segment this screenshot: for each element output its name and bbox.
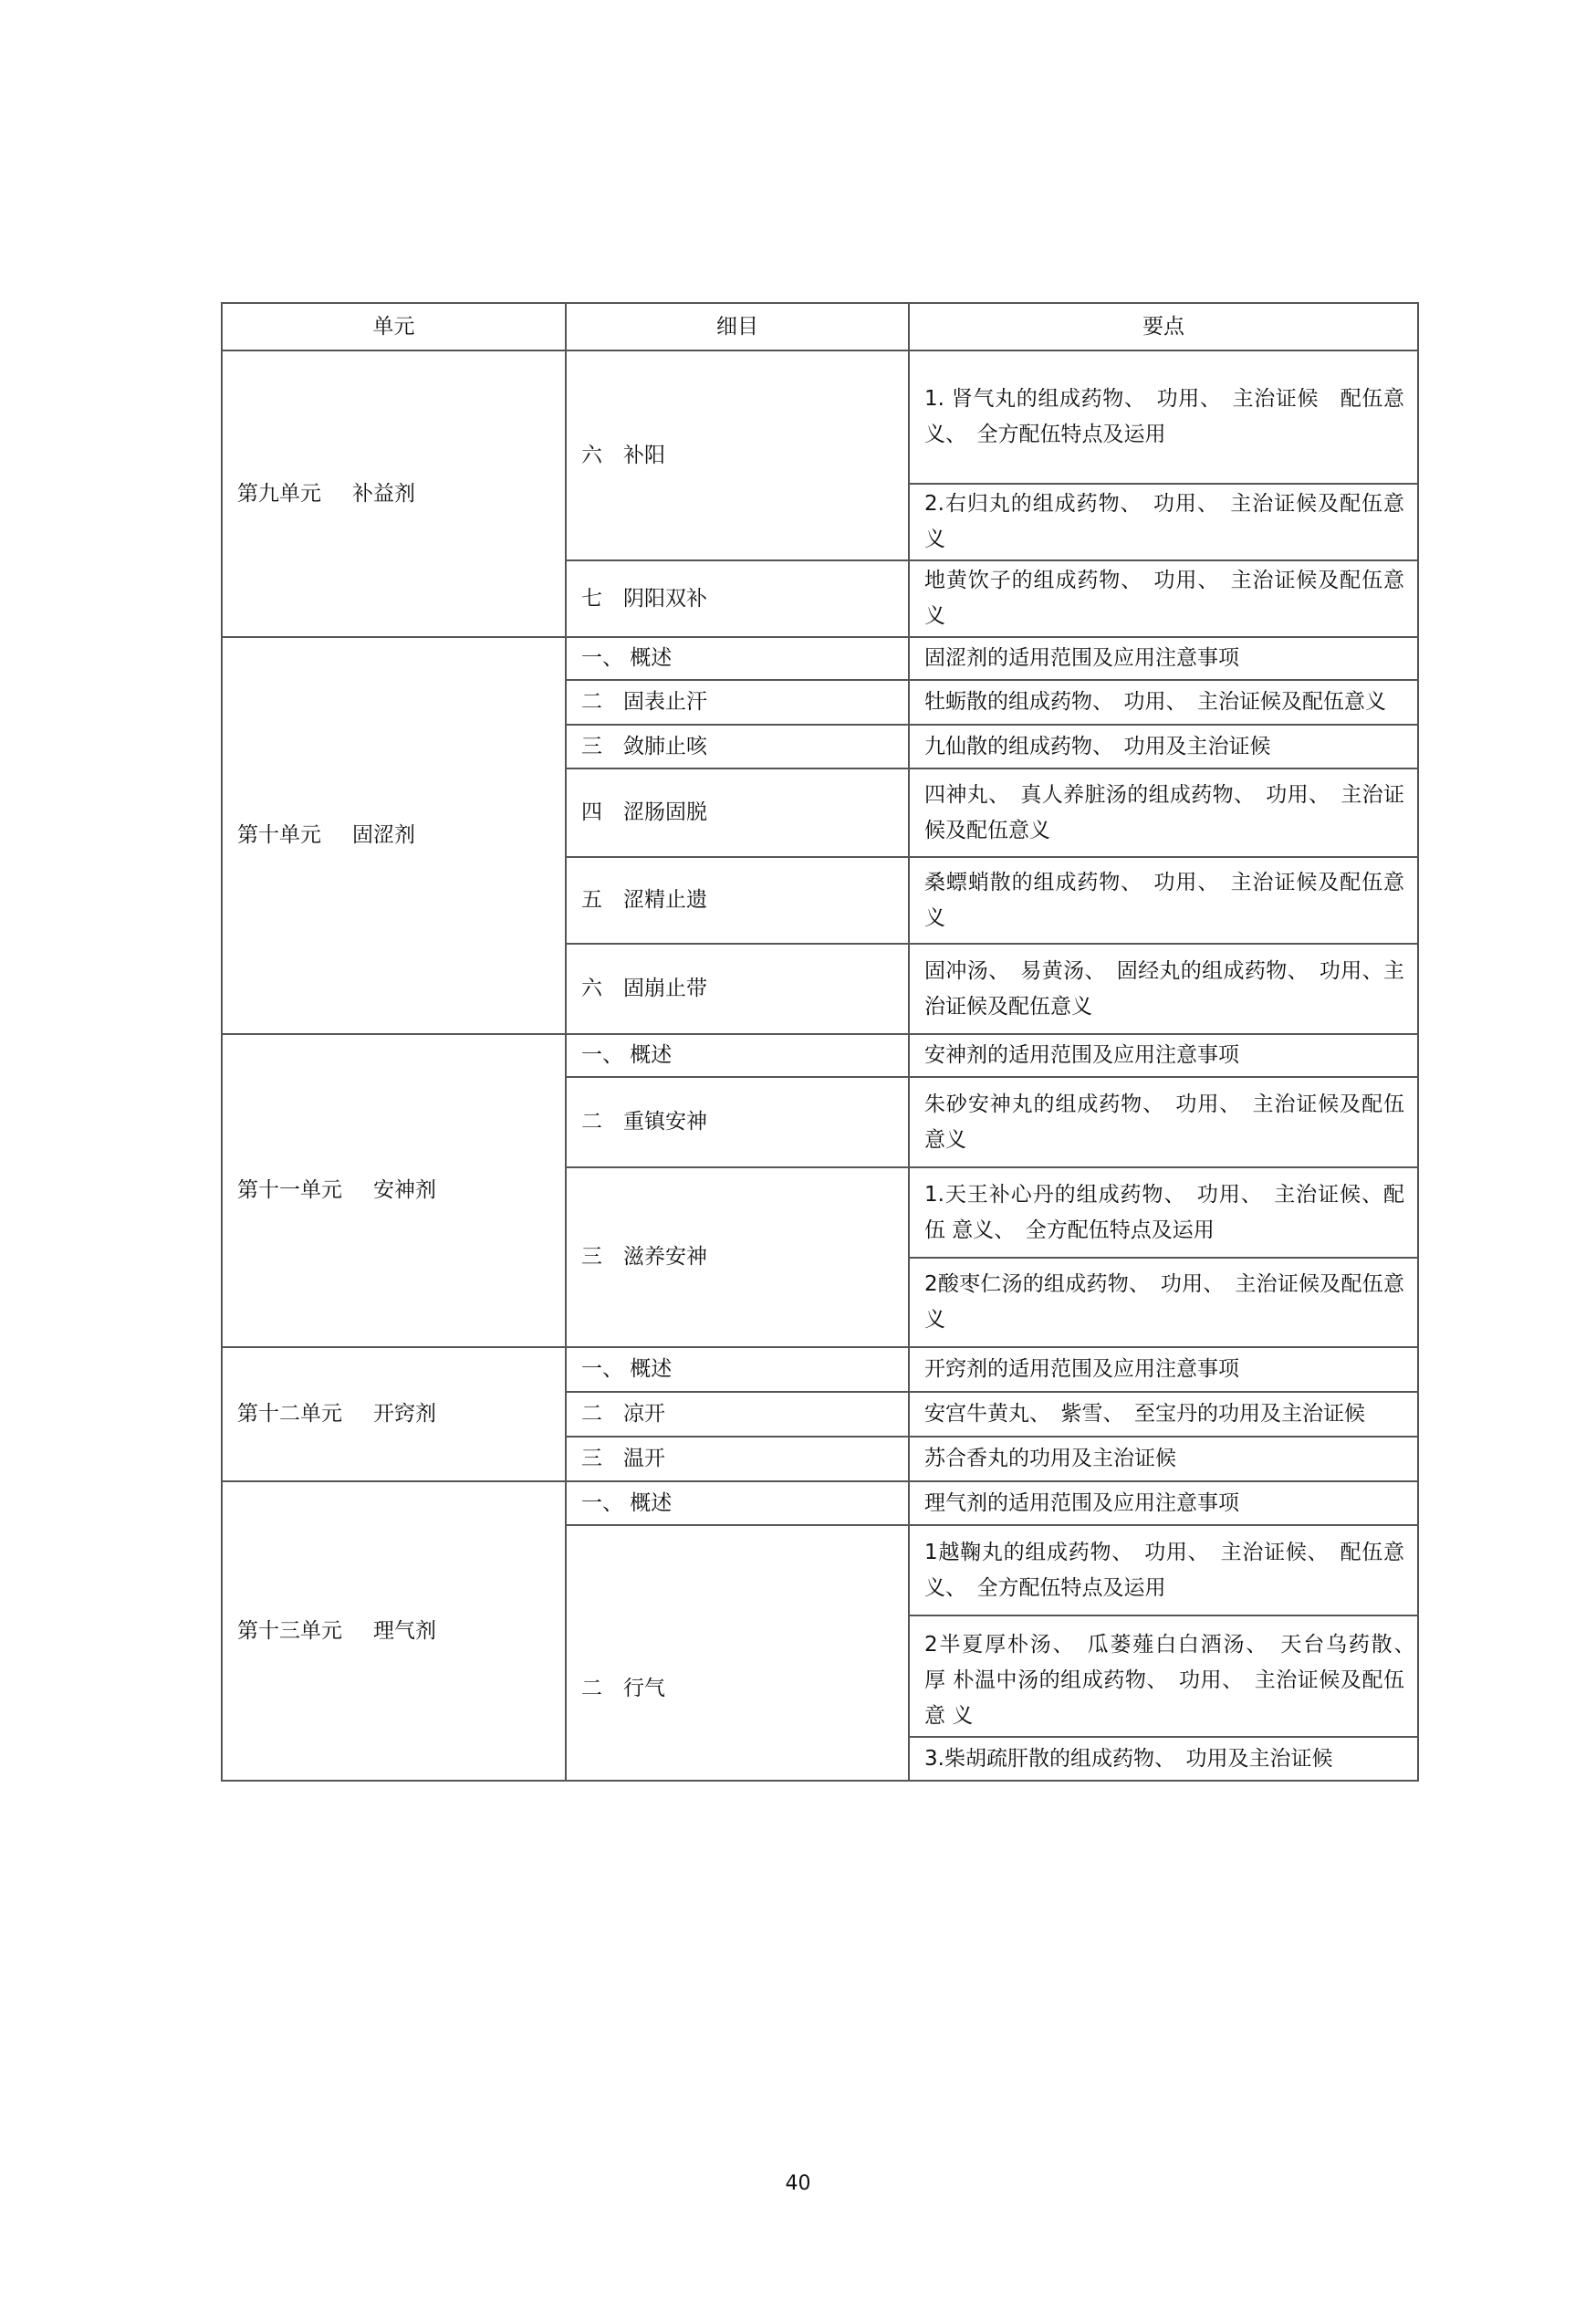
point-cell: 安神剂的适用范围及应用注意事项	[909, 1034, 1418, 1077]
item-cell: 二 行气	[566, 1525, 909, 1781]
unit-topic: 补益剂	[352, 481, 415, 506]
point-cell: 2半夏厚朴汤、 瓜蒌薤白白酒汤、 天台乌药散、 厚 朴温中汤的组成药物、 功用、 主治证候及配伍意 义	[909, 1615, 1418, 1737]
point-cell: 四神丸、 真人养脏汤的组成药物、 功用、 主治证候及配伍意义	[909, 768, 1418, 857]
point-cell: 2酸枣仁汤的组成药物、 功用、 主治证候及配伍意义	[909, 1258, 1418, 1347]
point-cell: 理气剂的适用范围及应用注意事项	[909, 1481, 1418, 1525]
point-cell: 1. 肾气丸的组成药物、 功用、 主治证候 配伍意义、 全方配伍特点及运用	[909, 350, 1418, 484]
unit-topic: 固涩剂	[352, 823, 415, 847]
unit-cell	[222, 1347, 566, 1481]
page-number: 40	[785, 2172, 811, 2195]
unit-cell	[222, 637, 566, 1034]
item-cell: 一、 概述	[566, 1481, 909, 1525]
header-row	[222, 303, 1418, 350]
table-row	[222, 637, 1418, 680]
point-cell: 1越鞠丸的组成药物、 功用、 主治证候、 配伍意义、 全方配伍特点及运用	[909, 1525, 1418, 1615]
point-cell: 地黄饮子的组成药物、 功用、 主治证候及配伍意义	[909, 560, 1418, 637]
table-row	[222, 1481, 1418, 1525]
table-row	[222, 350, 1418, 484]
point-cell: 3.柴胡疏肝散的组成药物、 功用及主治证候	[909, 1737, 1418, 1781]
header-point: 要点	[909, 303, 1418, 350]
point-cell: 桑螵蛸散的组成药物、 功用、 主治证候及配伍意义	[909, 857, 1418, 944]
header-item: 细目	[566, 303, 909, 350]
point-cell: 固涩剂的适用范围及应用注意事项	[909, 637, 1418, 680]
item-cell: 三 温开	[566, 1437, 909, 1481]
item-cell: 三 滋养安神	[566, 1167, 909, 1347]
unit-topic: 安神剂	[373, 1178, 436, 1202]
point-cell: 1.天王补心丹的组成药物、 功用、 主治证候、配伍 意义、 全方配伍特点及运用	[909, 1167, 1418, 1258]
unit-name: 第九单元	[237, 481, 321, 506]
unit-topic: 理气剂	[373, 1618, 436, 1643]
table-row	[222, 1034, 1418, 1077]
point-cell: 牡蛎散的组成药物、 功用、 主治证候及配伍意义	[909, 680, 1418, 725]
unit-name: 第十二单元	[237, 1402, 342, 1426]
point-cell: 2.右归丸的组成药物、 功用、 主治证候及配伍意义	[909, 484, 1418, 560]
item-cell: 六 固崩止带	[566, 944, 909, 1034]
unit-cell	[222, 1481, 566, 1781]
item-cell: 四 涩肠固脱	[566, 768, 909, 857]
unit-topic: 开窍剂	[373, 1402, 436, 1426]
table-row	[222, 1347, 1418, 1392]
point-cell: 安宫牛黄丸、 紫雪、 至宝丹的功用及主治证候	[909, 1392, 1418, 1437]
item-cell: 七 阴阳双补	[566, 560, 909, 637]
item-cell: 二 重镇安神	[566, 1077, 909, 1167]
item-cell: 六 补阳	[566, 350, 909, 560]
point-cell: 苏合香丸的功用及主治证候	[909, 1437, 1418, 1481]
item-cell: 二 凉开	[566, 1392, 909, 1437]
header-unit: 单元	[222, 303, 566, 350]
syllabus-table	[221, 302, 1425, 1782]
item-cell: 一、 概述	[566, 1034, 909, 1077]
item-cell: 一、 概述	[566, 1347, 909, 1392]
unit-name: 第十三单元	[237, 1618, 342, 1643]
point-cell: 固冲汤、 易黄汤、 固经丸的组成药物、 功用、主治证候及配伍意义	[909, 944, 1418, 1034]
unit-cell	[222, 1034, 566, 1347]
unit-name: 第十一单元	[237, 1178, 342, 1202]
point-cell: 开窍剂的适用范围及应用注意事项	[909, 1347, 1418, 1392]
unit-cell	[222, 350, 566, 637]
item-cell: 二 固表止汗	[566, 680, 909, 725]
unit-name: 第十单元	[237, 823, 321, 847]
item-cell: 五 涩精止遗	[566, 857, 909, 944]
item-cell: 三 敛肺止咳	[566, 725, 909, 768]
point-cell: 朱砂安神丸的组成药物、 功用、 主治证候及配伍意义	[909, 1077, 1418, 1167]
item-cell: 一、 概述	[566, 637, 909, 680]
point-cell: 九仙散的组成药物、 功用及主治证候	[909, 725, 1418, 768]
